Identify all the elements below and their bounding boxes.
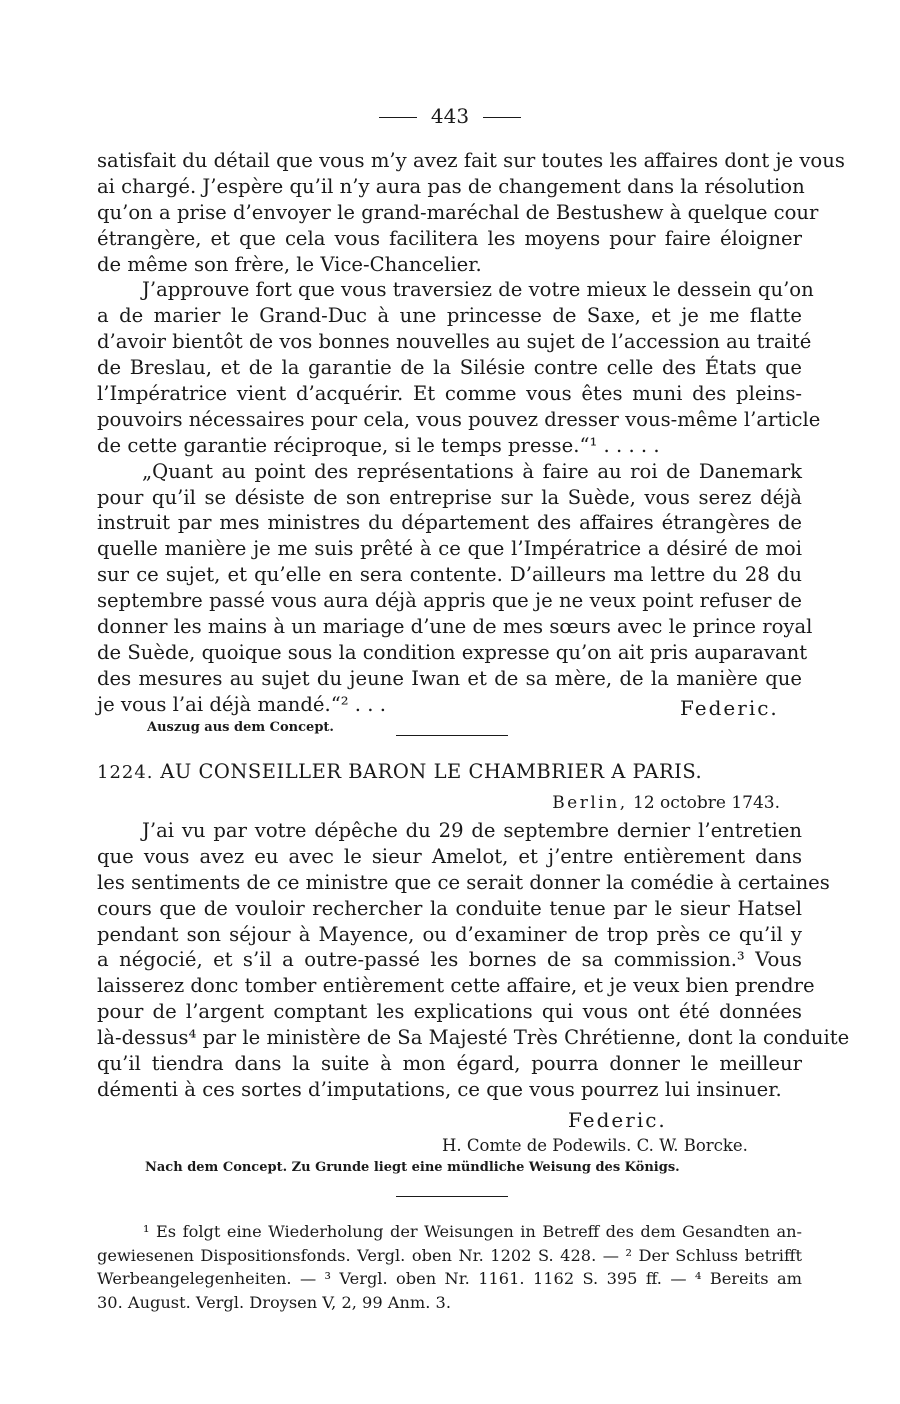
text-line: des mesures au sujet du jeune Iwan et de sa mère, de la manière que — [97, 666, 802, 690]
source-note: Auszug aus dem Concept. — [147, 720, 334, 735]
section-divider — [396, 735, 508, 736]
text-line: là-dessus⁴ par le ministère de Sa Majesté Très Chrétienne, dont la conduite — [97, 1026, 850, 1050]
text-line: qu’il tiendra dans la suite à mon égard, pourra donner le meilleur — [97, 1052, 802, 1076]
text-line: laisserez donc tomber entièrement cette affaire, et je veux bien prendre — [97, 974, 815, 998]
date-value: 12 octobre 1743. — [633, 793, 780, 813]
text-line: a négocié, et s’il a outre-passé les bornes de sa commission.³ Vous — [97, 948, 802, 972]
text-line: de Breslau, et de la garantie de la Silésie contre celle des États que — [97, 356, 802, 380]
text-line: ai chargé. J’espère qu’il n’y aura pas de changement dans la résolution — [97, 174, 805, 198]
footnote-line: gewiesenen Dispositionsfonds. Vergl. oben Nr. 1202 S. 428. — ² Der Schluss betrifft — [97, 1245, 802, 1265]
text-line: J’ai vu par votre dépêche du 29 de septembre dernier l’entretien — [142, 819, 802, 842]
signature: Federic. — [680, 696, 779, 720]
page-number-dash-left — [379, 117, 417, 118]
footnotes — [97, 1220, 802, 1314]
footnote-line: Werbeangelegenheiten. — ³ Vergl. oben Nr. 1161. 1162 S. 395 ff. — ⁴ Bereits am — [97, 1269, 802, 1288]
footnote-line: ¹ Es folgt eine Wiederholung der Weisungen in Betreff des dem Gesandten an- — [143, 1222, 802, 1241]
text-line: septembre passé vous aura déjà appris que je ne veux point refuser de — [97, 589, 802, 613]
page-number-dash-right — [483, 117, 521, 118]
countersignature: H. Comte de Podewils. C. W. Borcke. — [442, 1136, 748, 1155]
text-line: a de marier le Grand-Duc à une princesse de Saxe, et je me flatte — [97, 304, 802, 328]
text-line: pour de l’argent comptant les explications qui vous ont été données — [97, 1000, 802, 1024]
text-line: sur ce sujet, et qu’elle en sera contente. D’ailleurs ma lettre du 28 du — [97, 563, 802, 587]
date-city: Berlin, — [552, 793, 628, 813]
footnote-line: 30. August. Vergl. Droysen V, 2, 99 Anm. 3. — [97, 1292, 451, 1312]
footnote-divider — [396, 1196, 508, 1197]
text-line: pendant son séjour à Mayence, ou d’examiner de trop près ce qu’il y — [97, 922, 802, 946]
letter-body — [97, 818, 850, 1103]
text-line: l’Impératrice vient d’acquérir. Et comme vous êtes muni des pleins- — [97, 382, 802, 406]
text-line: pouvoirs nécessaires pour cela, vous pouvez dresser vous-même l’article — [97, 407, 821, 431]
letter-dateline — [552, 793, 780, 813]
text-line: donner les mains à un mariage d’une de mes sœurs avec le prince royal — [97, 615, 813, 639]
letter-source-note: Nach dem Concept. Zu Grunde liegt eine mündliche Weisung des Königs. — [145, 1160, 680, 1175]
text-line: pour qu’il se désiste de son entreprise sur la Suède, vous serez déjà — [97, 485, 802, 509]
text-line: démenti à ces sortes d’imputations, ce que vous pourrez lui insinuer. — [97, 1077, 782, 1101]
text-line: instruit par mes ministres du département des affaires étrangères de — [97, 511, 802, 535]
letter-heading — [97, 760, 702, 783]
text-line: je vous l’ai déjà mandé.“² . . . — [97, 692, 386, 716]
text-line: „Quant au point des représentations à faire au roi de Danemark — [142, 459, 802, 483]
text-line: de même son frère, le Vice-Chancelier. — [97, 252, 482, 276]
text-line: J’approuve fort que vous traversiez de votre mieux le dessein qu’on — [142, 278, 814, 302]
letter-signature: Federic. — [568, 1108, 667, 1132]
page-number-line — [0, 104, 900, 128]
text-line: quelle manière je me suis prêté à ce que l’Impératrice a désiré de moi — [97, 537, 802, 561]
letter-title: AU CONSEILLER BARON LE CHAMBRIER A PARIS. — [160, 760, 703, 783]
text-line: satisfait du détail que vous m’y avez fait sur toutes les affaires dont je vous — [97, 149, 845, 172]
text-line: que vous avez eu avec le sieur Amelot, et j’entre entièrement dans — [97, 844, 802, 868]
text-line: de Suède, quoique sous la condition expresse qu’on ait pris auparavant — [97, 640, 808, 664]
text-line: étrangère, et que cela vous facilitera les moyens pour faire éloigner — [97, 226, 802, 250]
continuation-text — [97, 148, 845, 718]
text-line: de cette garantie réciproque, si le temps presse.“¹ . . . . . — [97, 433, 660, 457]
page-number: 443 — [430, 104, 470, 128]
text-line: cours que de vouloir rechercher la conduite tenue par le sieur Hatsel — [97, 896, 802, 920]
text-line: qu’on a prise d’envoyer le grand-maréchal de Bestushew à quelque cour — [97, 200, 819, 224]
text-line: d’avoir bientôt de vos bonnes nouvelles au sujet de l’accession au traité — [97, 330, 812, 354]
letter-number: 1224. — [97, 762, 154, 783]
text-line: les sentiments de ce ministre que ce serait donner la comédie à certaines — [97, 870, 830, 894]
